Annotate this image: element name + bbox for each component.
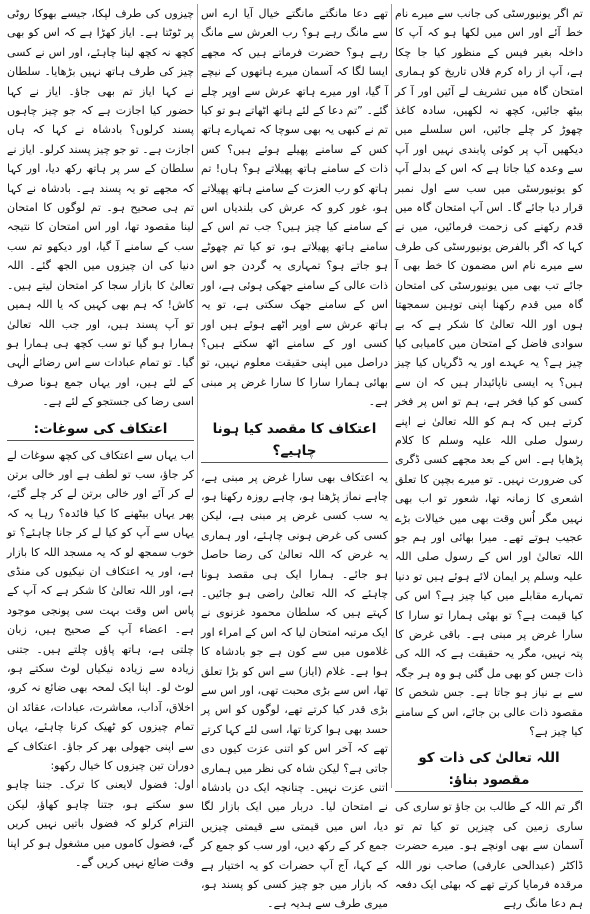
article-paragraph: یہ اعتکاف بھی سارا غرض پر مبنی ہے، چاہے نماز پڑھنا ہو، چاہے روزہ رکھنا ہو، یہ سب کسی غرض پر مبنی ہے، لیکن کسی کی غرض ہونی چاہئے، اور ہماری یہ غرض کہ اللہ تعالیٰ کی رضا حاصل ہو جائے۔ ہمارا ایک ہی مقصد ہونا چاہئے کہ اللہ تعالیٰ راضی ہو جائیں۔ کہتے ہیں کہ سلطان محمود غزنوی نے ایک مرتبہ امتحان لیا کہ اس کے امراء اور غلاموں میں سے کون ہے جو بادشاہ کا ہوا ہے۔ غلام (ایاز) سے اس کو بڑا تعلق تھا، اس سے بڑی محبت تھی، اور اس سے بڑی قدر کیا کرتے تھے، لوگوں کو اس پر حسد بھی ہوا کرتا تھا، اسی لئے کہا کرتے تھے کہ آخر اس کو اتنی عزت کیوں دی جاتی ہے؟ لیکن شاہ کی نظر میں ہماری اتنی عزت نہیں۔ چنانچہ ایک دن بادشاہ نے امتحان لیا۔ دربار میں ایک بازار لگا دیا، اس میں قیمتی سے قیمتی چیزیں جمع کر کے رکھ دیں، اور سب کو جمع کر کے کہا، آج آپ حضرات کو یہ اختیار ہے کہ بازار میں جو چیز کسی کو پسند ہو، میری طرف سے ہدیہ ہے۔: [201, 470, 388, 911]
section-heading: اعتکاف کا مقصد کیا ہونا چاہیے؟: [201, 418, 388, 463]
column-right: [392, 4, 586, 911]
article-paragraph: اول: فضول لایعنی کا ترک۔ جتنا چاہو سو سکتے ہو، جتنا چاہو کھاؤ، لیکن التزام کرلو کہ فضول باتیں نہیں کریں گے، فضول کاموں میں مشغول ہو کر اپنا وقت ضائع نہیں کریں گے۔: [7, 778, 194, 870]
article-paragraph: اب یہاں سے اعتکاف کی کچھ سوغات لے کر جاؤ، سب تو لطف ہے اور خالی برتن لے کر آئے اور خالی برتن لے کر چلے گئے، پھر یہاں بیٹھنے کا کیا فائدہ؟ رہا یہ کہ یہاں سے آپ کو کیا لے کر جانا چاہئے؟ تو خوب سمجھ لو کہ یہ مسجد اللہ کا بازار ہے، اور یہ اعتکاف ان نیکیوں کی منڈی ہے، اور اللہ تعالیٰ کا شکر ہے کہ آپ کے پاس اس وقت بہت سی پونجی موجود ہے۔ اعضاء آپ کے صحیح ہیں، زبان چلتی ہے، ہاتھ پاؤں چلتے ہیں۔ جتنی زیادہ سے زیادہ نیکیاں لوٹ سکتے ہو، لوٹ لو۔ اپنا ایک لمحہ بھی ضائع نہ کرو، اخلاق، آداب، معاشرت، عبادات، عقائد ان تمام چیزوں کو ٹھیک کرنا چاہئے، یہاں سے اپنی جھولی بھر کر جاؤ۔ اعتکاف کے دوران تین چیزوں کا خیال رکھو:: [7, 448, 194, 773]
column-left: [4, 4, 198, 870]
article-paragraph: چیزوں کی طرف لپکا، جیسے بھوکا روٹی پر ٹوٹتا ہے۔ ایاز کھڑا ہے کہ اس کو بھی کچھ نہ کچھ لینا چاہئے، اور اس نے کسی چیز کی طرف ہاتھ نہیں بڑھایا۔ سلطان نے کہا ایاز تم بھی جاؤ۔ ایاز نے کہا حضور کیا اجازت ہے کہ جو چیز چاہوں پسند کرلوں؟ بادشاہ نے کہا کہ ہاں اجازت ہے۔ تو جو چیز پسند کرلو۔ ایاز نے سلطان کے سر پر ہاتھ رکھ دیا، اور کہا کہ مجھے تو یہ پسند ہے۔ بادشاہ نے کہا تم ہی صحیح ہو۔ تم لوگوں کا امتحان لینا مقصود تھا، اور اس امتحان کا نتیجہ سب کے سامنے آ گیا، اور دیکھو تم سب دنیا کی ان چیزوں میں الجھ گئے۔ اللہ تعالیٰ کا بازار سجا کر امتحان لیتے ہیں۔ کاش! کہ ہم بھی کہیں کہ یا اللہ ہمیں تو آپ پسند ہیں، اور جب اللہ تعالیٰ ہمارا ہو گیا تو سب کچھ ہی ہمارا ہو گیا۔ تو تمام عبادات سے اس رضائے الٰہی کے لئے ہیں، اور یہاں جمع ہونا صرف اسی رضا کی جستجو کے لئے ہے۔: [7, 7, 194, 409]
article-paragraph: اگر تم اللہ کے طالب بن جاؤ تو ساری کی ساری زمین کی چیزیں تو کیا تم تو آسمان سے بھی اونچے ہو۔ میرے حضرت ڈاکٹر (عبدالحی عارفی) صاحب نور اللہ مرقدہ فرمایا کرتے تھے کہ بھئی ایک دفعہ ہم دعا مانگ رہے: [395, 800, 583, 911]
column-middle: [198, 4, 392, 911]
section-heading: اللہ تعالیٰ کی ذات کو مقصود بناؤ:: [395, 747, 583, 792]
article-paragraph: تم اگر یونیورسٹی کی جانب سے میرے نام خط آئے اور اس میں لکھا ہو کہ آپ کا داخلہ بغیر فیس کے منظور کیا جا چکا ہے، آپ از راہ کرم فلاں تاریخ کو ہماری امتحان گاہ میں تشریف لے آئیں اور آ کر بیٹھ جائیں، کچھ نہ لکھیں، سادہ کاغذ چھوڑ کر چلے جائیں، اس سلسلے میں دیکھیں آپ پر کوئی پابندی نہیں اور آپ سے وعدہ کیا جاتا ہے کہ اس کے بدلے آپ کو یونیورسٹی میں سب سے اول نمبر قرار دیا جائے گا۔ اس آپ امتحان گاہ میں قدم رکھنے کی زحمت فرمائیں، میں نے کہا کہ اگر بالفرض یونیورسٹی کی طرف سے میرے نام اس مضمون کا خط بھی آ جائے تب بھی میں یونیورسٹی کی امتحان گاہ میں قدم رکھنا اپنی توہین سمجھتا ہوں اور اللہ تعالیٰ کا شکر ہے کہ بے سوادی فاضل کے امتحان میں کامیابی کیا چیز ہے؟ یہ عہدے اور یہ ڈگریاں کیا چیز ہیں؟ یہ ایسی ناپائیدار ہیں کہ ان سے کسی کو کیا فخر ہے، ہم تو اس پر فخر کرتے ہیں کہ ہم کو اللہ تعالیٰ نے اپنے رسول صلی اللہ علیہ وسلم کا کلام پڑھایا ہے۔ اس کے بعد مجھے کسی ڈگری کی ضرورت نہیں۔ تو میرے بچپن کا تعلق اشعری کا زمانہ تھا، شعور تو اب بھی نہیں مگر اُس وقت بھی میں خیالات بڑے عجیب ہوتے تھے۔ میرا بھائی اور ہم جو اللہ تعالیٰ اور اس کے رسول صلی اللہ علیہ وسلم پر ایمان لائے ہوئے ہیں تو دنیا تمہارے مقابلے میں کیا چیز ہے؟ اس کی کیا قیمت ہے؟ تو بھئی ہمارا تو سارا کا سارا غرض پر مبنی ہے۔ باقی غرض کا پتہ نہیں، مگر یہ حقیقت ہے کہ اللہ کی ذات جس کو بھی مل گئی ہو وہ ہر جگہ سے بے نیاز ہو جاتا ہے۔ جس شخص کا مقصود ذات عالی بن جائے، اس کے سامنے کیا چیز ہے؟: [395, 7, 583, 739]
section-heading: اعتکاف کی سوغات:: [7, 418, 194, 441]
article-paragraph: تھے دعا مانگتے مانگتے خیال آیا ارے اس سے مانگ رہے ہو؟ رب العرش سے مانگ رہے ہو؟ حضرت فرماتے ہیں کہ مجھے ایسا لگا کہ آسمان میرے ہاتھوں کے نیچے آ گیا، اور میرے ہاتھ عرش سے اوپر چلے گئے۔ ”تم دعا کے لئے ہاتھ اٹھاتے ہو تو کیا تم نے کبھی یہ بھی سوچا کہ تمہارے ہاتھ کس کے سامنے پھیلے ہوئے ہیں؟ کس ذات کے سامنے ہاتھ پھیلاتے ہو؟ ہاں! تم ہاتھ کو رب العزت کے سامنے ہاتھ پھیلاتے ہو، غور کرو کہ عرش کی بلندیاں اس کے سامنے کیا چیز ہیں؟ جب تم اس کے سامنے ہاتھ پھیلاتے ہو، تو کیا تم چھوٹے ہو جاتے ہو؟ تمہاری یہ گردن جو اس ذات عالی کے سامنے جھکی ہوئی ہے، اور اس کے سامنے جھک سکتی ہے، تو یہ ہاتھ عرش سے اوپر اٹھے ہوئے ہیں اور کسی اور کے سامنے اٹھ سکتے ہیں؟ دراصل میں اپنی حقیقت معلوم نہیں، تو بھائی ہمارا سارا کا سارا غرض پر مبنی ہے۔: [201, 7, 388, 409]
